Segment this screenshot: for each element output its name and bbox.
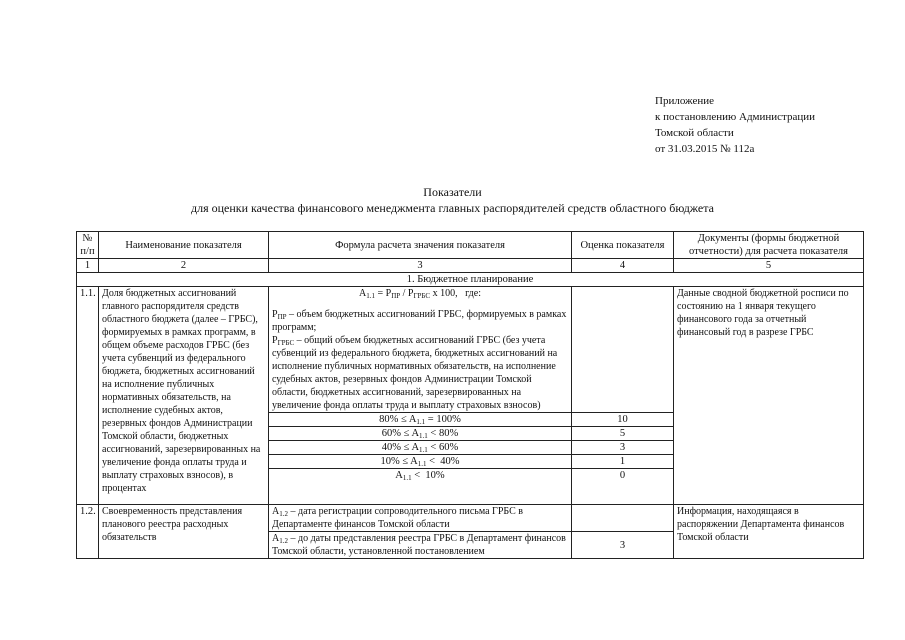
indicator-name: Своевременность представления планового реестра расходных обязательств [99,505,269,559]
grade-score: 10 [572,413,674,427]
appendix-date: от 31.03.2015 № 112а [655,143,755,155]
formula-ppr-def: $P_{ПР}$ – объем бюджетных ассигнований ГРБС, формируемых в рамках программ; [272,309,567,333]
indicator-docs: Информация, находящаяся в распоряжении Департамента финансов Томской области [674,505,864,559]
header-name: Наименование показателя [99,232,269,259]
col-number: 3 [269,259,572,273]
row-num: 1.1. [77,287,99,505]
grade-condition: $40\% \le A_{1.1} < 60\%$ [269,441,572,455]
col-number: 2 [99,259,269,273]
appendix-line: Приложение [655,95,715,107]
grade-score: 0 [572,469,674,505]
appendix-block [655,93,815,157]
formula-a: $A_{1.2}$ – дата регистрации сопроводительного письма ГРБС в Департаменте финансов Томской области [269,505,572,532]
row-num: 1.2. [77,505,99,559]
document-title: Показатели [423,185,482,199]
indicator-docs: Данные сводной бюджетной росписи по состоянию на 1 января текущего финансового года за отчетный финансовый год в разрезе ГРБС [674,287,864,505]
grade-score: 3 [572,441,674,455]
header-score: Оценка показателя [572,232,674,259]
section-row [77,273,864,287]
formula-pgrbs-def: $P_{ГРБС}$ – общий объем бюджетных ассигнований ГРБС (без учета субвенций из федерального бюджета, бюджетных ассигнований на исполнение публичных нормативных обязательств, на исполнение судебных актов, резервных фондов Администрации Томской области, бюджетных ассигнований, зарезервированных на увеличение фонда оплаты труда и выплату страховых взносов) [272,335,558,411]
grade-condition: $80\% \le A_{1.1} = 100\%$ [269,413,572,427]
formula-cell [269,287,572,413]
header-formula: Формула расчета значения показателя [269,232,572,259]
formula-b: $A_{1.2}$ – до даты представления реестра ГРБС в Департамент финансов Томской области, установленной постановлением [269,532,572,559]
formula-main: $A_{1.1} = P_{ПР} / P_{ГРБС}$ х 100, где: [359,288,481,300]
document-subtitle: для оценки качества финансового менеджмента главных распорядителей средств областного бюджета [191,201,714,215]
indicator-name: Доля бюджетных ассигнований главного распорядителя средств областного бюджета (далее – ГРБС), формируемых в рамках программ, в общем объеме расходов ГРБС (без учета субвенций из федерального бюджета, бюджетных ассигнований на исполнение публичных нормативных обязательств, на исполнение судебных актов, резервных фондов Администрации Томской области, бюджетных ассигнований, зарезервированных на увеличение фонда оплаты труда и выплату страховых взносов), в процентах [99,287,269,505]
grade-condition: $10\% \le A_{1.1} < 40\%$ [269,455,572,469]
header-docs: Документы (формы бюджетной отчетности) для расчета показателя [674,232,864,259]
grade-score: 5 [572,427,674,441]
appendix-line: к постановлению Администрации [655,111,816,123]
column-number-row [77,259,864,273]
table-row [77,287,864,413]
col-number: 4 [572,259,674,273]
section-title: 1. Бюджетное планирование [77,273,864,287]
score-empty [572,505,674,532]
header-num: № п/п [77,232,99,259]
appendix-line: Томской области [655,127,734,139]
grade-condition: $60\% \le A_{1.1} < 80\%$ [269,427,572,441]
table-header-row [77,232,864,259]
table-row [77,505,864,532]
col-number: 1 [77,259,99,273]
grade-condition: $A_{1.1} < 10\%$ [269,469,572,505]
grade-score: 3 [572,532,674,559]
col-number: 5 [674,259,864,273]
grade-score: 1 [572,455,674,469]
indicators-table [76,231,864,559]
score-empty [572,287,674,413]
